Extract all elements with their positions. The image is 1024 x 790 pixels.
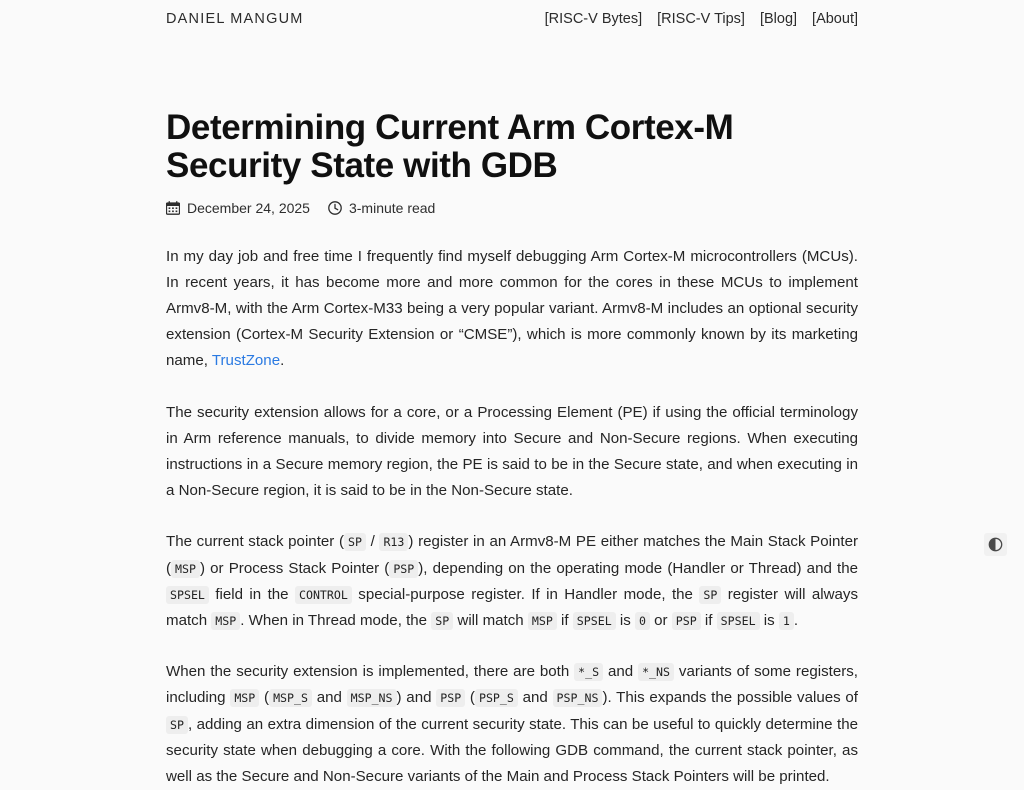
nav-blog[interactable]: [Blog] [759,11,798,27]
p4-text-4: ( [259,689,270,707]
p4-text-6: ) and [396,689,437,707]
p3-text-15: is [759,612,779,630]
code-one: 1 [779,612,794,630]
p3-text-13: or [649,612,672,630]
code-sp-2: SP [699,586,721,604]
page-body [0,27,1024,790]
code-msp-4: MSP [230,689,259,707]
code-msp: MSP [171,560,200,578]
site-nav [545,11,858,27]
code-psp-2: PSP [672,612,701,630]
code-psp: PSP [389,560,418,578]
post-date [166,200,310,216]
nav-risc-v-tips[interactable]: [RISC-V Tips] [657,11,745,27]
p3-text-5: ), depending on the operating mode (Handler or Thread) and the [418,559,858,577]
p3-text-10: will match [453,612,528,630]
p4-text-1: When the security extension is implemented, there are both [166,663,575,681]
code-spsel: SPSEL [166,586,209,604]
nav-about[interactable]: [About] [812,11,858,27]
code-r13: R13 [379,533,408,551]
code-msp-3: MSP [528,612,557,630]
p4-text-2: and [603,663,639,681]
code-sp-4: SP [166,716,188,734]
post-date-label: December 24, 2025 [187,199,310,216]
code-spsel-2: SPSEL [573,612,616,630]
code-psp-ns: PSP_NS [553,689,603,707]
p3-text-9: . When in Thread mode, the [240,612,432,630]
code-zero: 0 [635,612,650,630]
code-spsel-3: SPSEL [717,612,760,630]
paragraph-1-text-a: In my day job and free time I frequently find myself debugging Arm Cortex-M microcontrollers (MCUs). In recent years, it has become more and more common for the cores in these MCUs to implement Armv8-M, with the Arm Cortex-M33 being a very popular variant. Armv8-M includes an optional security extension (Cortex-M Security Extension or “CMSE”), which is more commonly known by its marketing name, [166,247,858,370]
p3-text-11: if [556,612,573,630]
code-psp-3: PSP [436,689,465,707]
post-container [166,27,858,790]
article-body [166,244,858,790]
site-header [0,0,1024,27]
code-msp-2: MSP [211,612,240,630]
code-star-ns: *_NS [638,663,674,681]
p3-text-2: / [365,533,380,551]
code-psp-s: PSP_S [475,689,518,707]
p4-text-10: , adding an extra dimension of the current security state. This can be useful to quickly determine the security state when debugging a core. With the following GDB command, the current stack pointer, as well as the Secure and Non-Secure variants of the Main and Process Stack Pointers will be printed. [166,715,858,786]
paragraph-4 [166,659,858,790]
page-title: Determining Current Arm Cortex-M Security State with GDB [166,108,734,185]
post-read-time-label: 3-minute read [348,199,436,216]
nav-risc-v-bytes[interactable]: [RISC-V Bytes] [544,11,643,27]
site-title[interactable]: DANIEL MANGUM [166,11,304,27]
p3-text-16: . [793,612,799,630]
p3-text-7: special-purpose register. If in Handler mode, the [351,585,700,603]
code-sp: SP [344,533,366,551]
p3-text-8: register will always match [166,585,858,630]
paragraph-2: The security extension allows for a core, or a Processing Element (PE) if using the official terminology in Arm reference manuals, to divide memory into Secure and Non-Secure regions. When executing instructions in a Secure memory region, the PE is said to be in the Secure state, and when executing in a Non-Secure region, it is said to be in the Non-Secure state. [166,403,858,500]
trustzone-link[interactable]: TrustZone [211,352,281,370]
post-meta [166,200,858,216]
code-sp-3: SP [431,612,453,630]
p4-text-5: and [311,689,347,707]
clock-icon [328,201,342,215]
paragraph-3 [166,529,858,634]
code-msp-s: MSP_S [269,689,312,707]
p4-text-9: ). This expands the possible values of [602,689,858,707]
contrast-icon [988,537,1003,552]
p3-text-14: if [700,612,717,630]
p4-text-8: and [517,689,553,707]
header-inner [166,11,858,27]
calendar-icon [166,201,180,215]
p3-text-12: is [615,612,635,630]
post-read-time [328,200,435,216]
p3-text-4: ) or Process Stack Pointer ( [199,559,390,577]
code-control: CONTROL [295,586,352,604]
p4-text-3: variants of some registers, including [166,663,858,707]
p3-text-3: ) register in an Armv8-M PE either matches the Main Stack Pointer ( [166,533,858,577]
paragraph-1 [166,244,858,375]
p4-text-7: ( [465,689,475,707]
theme-toggle-button[interactable] [984,533,1007,556]
paragraph-1-text-b: . [280,352,285,370]
p3-text-1: The current stack pointer ( [166,533,344,551]
code-msp-ns: MSP_NS [347,689,397,707]
p3-text-6: field in the [208,585,295,603]
code-star-s: *_S [574,663,603,681]
